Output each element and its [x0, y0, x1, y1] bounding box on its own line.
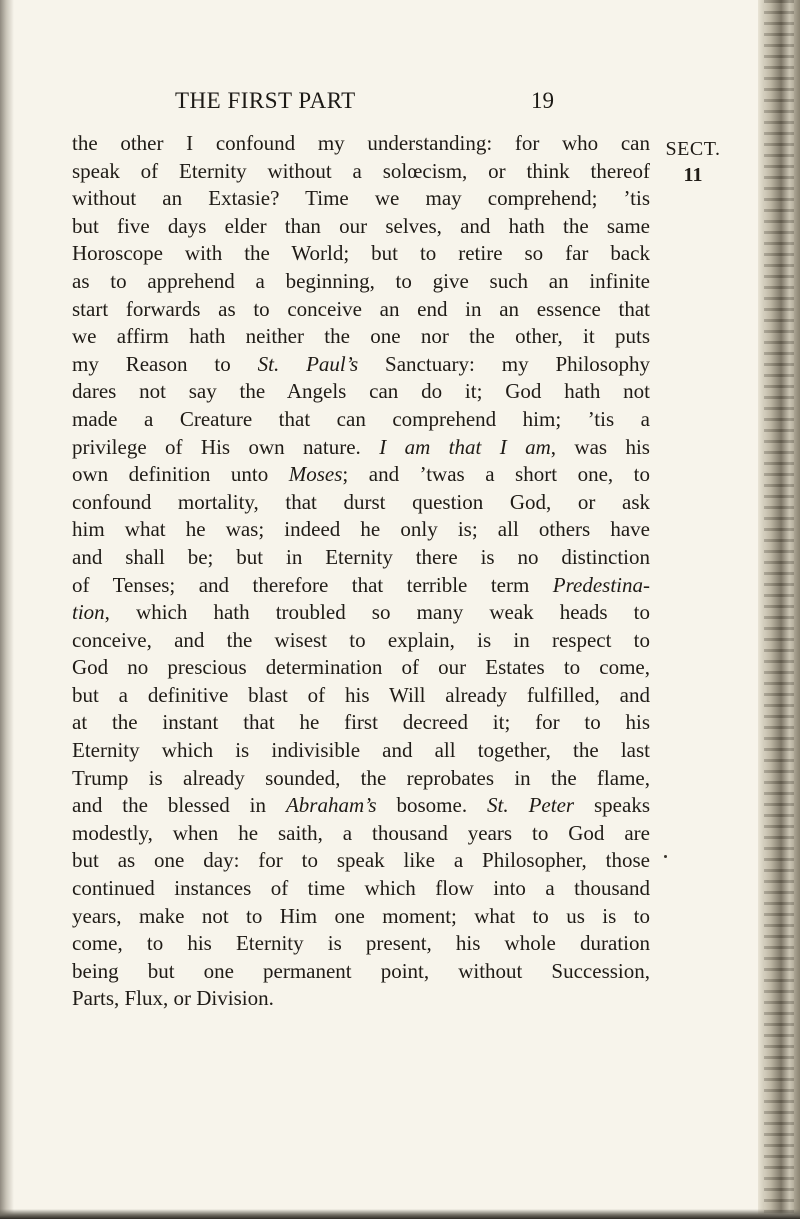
italic-text: tion — [72, 600, 105, 625]
text-segment: confound mortality, that durst question God, or ask — [72, 489, 650, 514]
text-segment: but a definitive blast of his Will already fulfilled, and — [72, 682, 650, 707]
section-margin-note — [658, 136, 728, 188]
text-segment: start forwards as to conceive an end in an essence that — [72, 296, 650, 321]
text-segment: but as one day: for to speak like a Philosopher, those — [72, 848, 650, 873]
text-segment: but five days elder than our selves, and hath the same — [72, 213, 650, 238]
text-line — [72, 985, 650, 1013]
text-line — [72, 682, 650, 710]
text-line — [72, 268, 650, 296]
text-segment: own definition unto — [72, 462, 289, 487]
text-segment: made a Creature that can comprehend him; ’tis a — [72, 406, 650, 431]
text-line — [72, 903, 650, 931]
italic-text: St. Peter — [487, 793, 575, 818]
section-number: 11 — [683, 164, 703, 186]
italic-text: Moses — [288, 462, 343, 487]
text-segment: and shall be; but in Eternity there is no distinction — [72, 544, 650, 569]
text-segment: Horoscope with the World; but to retire so far back — [72, 241, 650, 266]
page-number: 19 — [531, 88, 554, 113]
text-line — [72, 709, 650, 737]
text-line — [72, 544, 650, 572]
text-segment: conceive, and the wisest to explain, is in respect to — [72, 627, 650, 652]
text-line — [72, 489, 650, 517]
text-segment: of Tenses; and therefore that terrible term — [72, 572, 553, 597]
text-line — [72, 378, 650, 406]
text-line — [72, 572, 650, 600]
text-line — [72, 737, 650, 765]
text-segment: him what he was; indeed he only is; all others have — [72, 517, 650, 542]
text-line — [72, 130, 650, 158]
text-line — [72, 461, 650, 489]
text-line — [72, 930, 650, 958]
text-line — [72, 875, 650, 903]
text-line — [72, 434, 650, 462]
text-line — [72, 185, 650, 213]
text-segment: ; and ’twas a short one, to — [342, 462, 650, 487]
text-segment: modestly, when he saith, a thousand years to God are — [72, 820, 650, 845]
text-line — [72, 627, 650, 655]
body-text — [72, 130, 650, 1013]
text-line — [72, 213, 650, 241]
text-line — [72, 323, 650, 351]
text-segment: speaks — [574, 793, 650, 818]
text-segment: the other I confound my understanding: for who can — [72, 131, 650, 155]
text-line — [72, 516, 650, 544]
italic-text: I am that I am — [379, 434, 551, 459]
text-line — [72, 654, 650, 682]
text-segment: come, to his Eternity is present, his whole duration — [72, 931, 650, 956]
text-segment: bosome. — [376, 793, 488, 818]
text-segment: without an Extasie? Time we may comprehend; ’tis — [72, 186, 650, 211]
text-line — [72, 847, 650, 875]
italic-text: Abraham’s — [285, 793, 377, 818]
text-segment: privilege of His own nature. — [72, 434, 380, 459]
text-segment: as to apprehend a beginning, to give such an infinite — [72, 268, 650, 293]
text-segment: God no prescious determination of our Estates to come, — [72, 655, 650, 680]
running-title: THE FIRST PART — [175, 88, 356, 113]
text-segment: , was his — [550, 434, 650, 459]
text-segment: speak of Eternity without a solœcism, or think thereof — [72, 158, 650, 183]
text-line — [72, 820, 650, 848]
italic-text: Predestina- — [552, 572, 650, 597]
text-segment: being but one permanent point, without Succession, — [72, 958, 650, 983]
text-line — [72, 958, 650, 986]
text-line — [72, 158, 650, 186]
text-segment: my Reason to — [72, 351, 258, 376]
text-segment: dares not say the Angels can do it; God hath not — [72, 379, 650, 404]
bottom-edge-shadow — [0, 1209, 800, 1219]
text-segment: at the instant that he first decreed it; for to his — [72, 710, 650, 735]
text-segment: continued instances of time which flow into a thousand — [72, 876, 650, 901]
text-segment: Parts, Flux, or Division. — [72, 986, 274, 1011]
text-segment: Sanctuary: my Philosophy — [358, 351, 650, 376]
section-label: SECT. — [665, 138, 721, 160]
spine-shadow — [0, 0, 14, 1219]
page-fore-edge — [758, 0, 800, 1219]
text-line — [72, 351, 650, 379]
text-line — [72, 765, 650, 793]
text-line — [72, 296, 650, 324]
running-header — [175, 88, 575, 128]
text-line — [72, 240, 650, 268]
italic-text: St. Paul’s — [257, 351, 359, 376]
text-line — [72, 792, 650, 820]
text-segment: , which hath troubled so many weak heads to — [104, 600, 650, 625]
text-segment: and the blessed in — [72, 793, 286, 818]
text-line — [72, 406, 650, 434]
text-segment: Eternity which is indivisible and all together, the last — [72, 738, 650, 763]
text-segment: we affirm hath neither the one nor the other, it puts — [72, 324, 650, 349]
text-line — [72, 599, 650, 627]
text-segment: Trump is already sounded, the reprobates in the flame, — [72, 765, 650, 790]
text-segment: years, make not to Him one moment; what to us is to — [72, 903, 650, 928]
paper-speck — [664, 855, 667, 858]
